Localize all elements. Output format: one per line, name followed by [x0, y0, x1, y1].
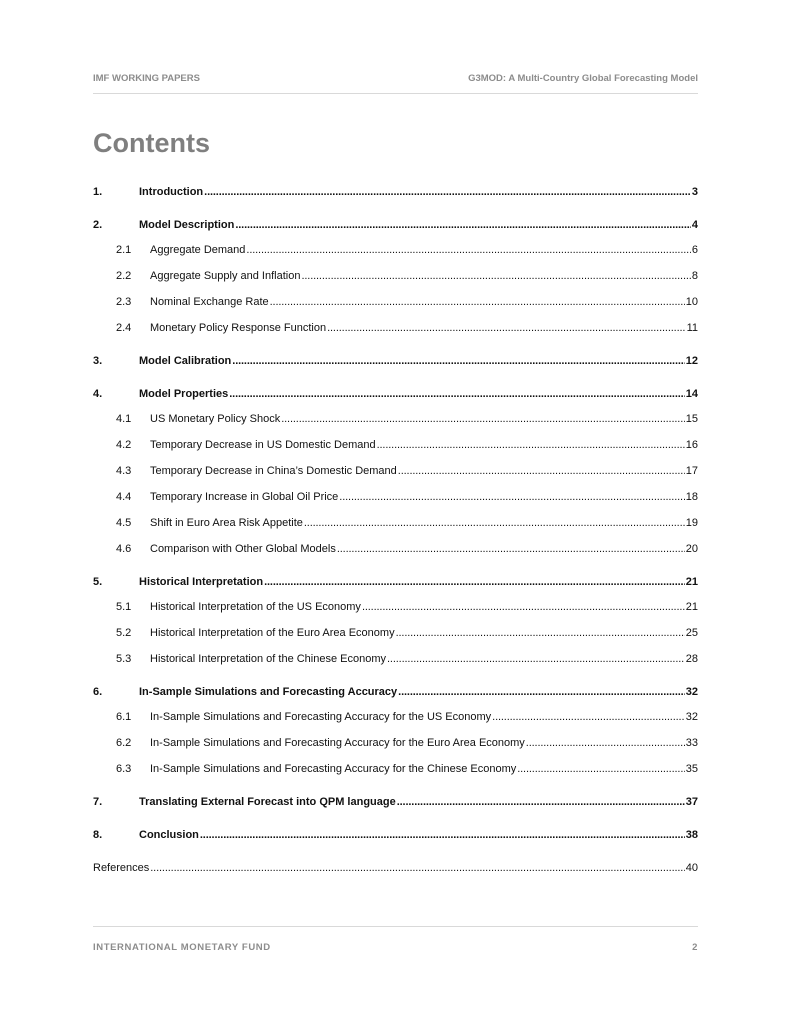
toc-entry-page: 20: [685, 543, 698, 555]
toc-subentry[interactable]: [93, 322, 698, 338]
toc-subentry[interactable]: [93, 465, 698, 481]
toc-entry-number: 4.4: [116, 491, 132, 503]
toc-entry-page: 10: [685, 296, 698, 308]
dot-leader: [377, 439, 685, 451]
dot-leader: [339, 491, 684, 503]
dot-leader: [396, 627, 685, 639]
dot-leader: [232, 355, 684, 367]
toc-entry-page: 25: [685, 627, 698, 639]
toc-entry-page: 12: [685, 355, 698, 367]
toc-entry-page: 28: [685, 653, 698, 665]
toc-entry-page: 3: [691, 186, 698, 198]
toc-entry-page: 21: [685, 601, 698, 613]
dot-leader: [492, 711, 685, 723]
toc-entry-label: In-Sample Simulations and Forecasting Accuracy for the Euro Area Economy: [150, 737, 525, 749]
dot-leader: [337, 543, 685, 555]
toc-entry-label: Temporary Decrease in US Domestic Demand: [150, 439, 376, 451]
toc-entry-label: In-Sample Simulations and Forecasting Accuracy for the Chinese Economy: [150, 763, 517, 775]
toc-entry-page: 17: [685, 465, 698, 477]
page-title: Contents: [93, 128, 210, 158]
toc-entry-number: 5.3: [116, 653, 132, 665]
toc-entry-number: 4.3: [116, 465, 132, 477]
footer-publisher: INTERNATIONAL MONETARY FUND: [93, 942, 271, 953]
toc-entry-page: 19: [685, 517, 698, 529]
toc-entry-label: Model Description: [139, 219, 235, 231]
toc-entry-number: 2.3: [116, 296, 132, 308]
toc-entry-number: 2.1: [116, 244, 132, 256]
toc-subentry[interactable]: [93, 763, 698, 779]
toc-entry-number: 6.: [93, 686, 103, 698]
dot-leader: [398, 686, 685, 698]
toc-entry-number: 5.2: [116, 627, 132, 639]
toc-subentry[interactable]: [93, 517, 698, 533]
toc-subentry[interactable]: [93, 653, 698, 669]
toc-entry-number: 5.1: [116, 601, 132, 613]
toc-entry-label: Historical Interpretation of the Chinese Economy: [150, 653, 387, 665]
toc-entry[interactable]: [93, 862, 698, 878]
toc-entry-label: Historical Interpretation of the Euro Area Economy: [150, 627, 395, 639]
dot-leader: [270, 296, 685, 308]
toc-entry-label: Conclusion: [139, 829, 199, 841]
toc-entry-page: 15: [685, 413, 698, 425]
toc-entry-label: Temporary Decrease in China’s Domestic Demand: [150, 465, 397, 477]
toc-entry-label: Temporary Increase in Global Oil Price: [150, 491, 339, 503]
toc-entry-number: 2.: [93, 219, 103, 231]
toc-entry-number: 4.2: [116, 439, 132, 451]
header-series-title: IMF WORKING PAPERS: [93, 73, 200, 84]
toc-entry-label: References: [93, 862, 150, 874]
toc-entry-page: 18: [685, 491, 698, 503]
toc-entry-label: Shift in Euro Area Risk Appetite: [150, 517, 303, 529]
dot-leader: [281, 413, 685, 425]
dot-leader: [229, 388, 685, 400]
toc-subentry[interactable]: [93, 244, 698, 260]
toc-entry-page: 6: [691, 244, 698, 256]
dot-leader: [235, 219, 691, 231]
dot-leader: [327, 322, 685, 334]
toc-entry-page: 35: [685, 763, 698, 775]
toc-entry-page: 16: [685, 439, 698, 451]
toc-entry-number: 6.3: [116, 763, 132, 775]
toc-entry-page: 38: [685, 829, 698, 841]
dot-leader: [304, 517, 685, 529]
toc-entry-page: 21: [685, 576, 698, 588]
toc-entry-label: Aggregate Supply and Inflation: [150, 270, 301, 282]
toc-entry-label: Introduction: [139, 186, 204, 198]
running-header: [93, 73, 698, 94]
toc-entry[interactable]: [93, 219, 698, 235]
dot-leader: [150, 862, 684, 874]
toc-entry-label: Historical Interpretation of the US Economy: [150, 601, 361, 613]
toc-entry-number: 4.5: [116, 517, 132, 529]
dot-leader: [397, 796, 685, 808]
running-footer: [93, 926, 698, 953]
dot-leader: [301, 270, 690, 282]
dot-leader: [517, 763, 685, 775]
dot-leader: [362, 601, 685, 613]
toc-entry-number: 3.: [93, 355, 103, 367]
toc-subentry[interactable]: [93, 737, 698, 753]
toc-entry-number: 8.: [93, 829, 103, 841]
toc-entry-page: 32: [685, 686, 698, 698]
toc-entry-number: 7.: [93, 796, 103, 808]
toc-entry-number: 2.4: [116, 322, 132, 334]
toc-entry[interactable]: [93, 388, 698, 404]
toc-entry-label: In-Sample Simulations and Forecasting Accuracy: [139, 686, 398, 698]
dot-leader: [398, 465, 685, 477]
toc-entry[interactable]: [93, 186, 698, 202]
toc-entry[interactable]: [93, 829, 698, 845]
toc-subentry[interactable]: [93, 627, 698, 643]
toc-entry-page: 11: [686, 322, 698, 334]
toc-entry-page: 32: [685, 711, 698, 723]
toc-entry[interactable]: [93, 796, 698, 812]
toc-entry-number: 2.2: [116, 270, 132, 282]
dot-leader: [526, 737, 685, 749]
dot-leader: [204, 186, 691, 198]
toc-entry-number: 4.6: [116, 543, 132, 555]
toc-entry-label: Model Properties: [139, 388, 229, 400]
toc-entry-page: 4: [691, 219, 698, 231]
dot-leader: [264, 576, 685, 588]
toc-entry-label: Monetary Policy Response Function: [150, 322, 327, 334]
toc-entry-label: Translating External Forecast into QPM language: [139, 796, 396, 808]
toc-entry-number: 1.: [93, 186, 103, 198]
toc-subentry[interactable]: [93, 491, 698, 507]
page-number: 2: [692, 942, 698, 953]
toc-subentry[interactable]: [93, 413, 698, 429]
toc-entry[interactable]: [93, 355, 698, 371]
toc-entry[interactable]: [93, 576, 698, 592]
toc-entry-page: 8: [691, 270, 698, 282]
toc-subentry[interactable]: [93, 270, 698, 286]
toc-entry-page: 14: [685, 388, 698, 400]
toc-entry-page: 37: [685, 796, 698, 808]
dot-leader: [246, 244, 690, 256]
toc-entry-label: In-Sample Simulations and Forecasting Accuracy for the US Economy: [150, 711, 492, 723]
toc-subentry[interactable]: [93, 543, 698, 559]
toc-subentry[interactable]: [93, 439, 698, 455]
toc-subentry[interactable]: [93, 296, 698, 312]
toc-entry-label: US Monetary Policy Shock: [150, 413, 281, 425]
toc-entry-label: Nominal Exchange Rate: [150, 296, 269, 308]
dot-leader: [387, 653, 685, 665]
toc-entry-label: Comparison with Other Global Models: [150, 543, 336, 555]
toc-subentry[interactable]: [93, 601, 698, 617]
toc-entry-number: 6.2: [116, 737, 132, 749]
toc-subentry[interactable]: [93, 711, 698, 727]
toc-entry-number: 5.: [93, 576, 103, 588]
dot-leader: [200, 829, 685, 841]
toc-entry-number: 6.1: [116, 711, 132, 723]
toc-entry-label: Aggregate Demand: [150, 244, 246, 256]
toc-entry-number: 4.1: [116, 413, 132, 425]
toc-entry-page: 33: [685, 737, 698, 749]
header-paper-title: G3MOD: A Multi-Country Global Forecasting Model: [468, 73, 698, 84]
toc-entry-page: 40: [685, 862, 698, 874]
toc-entry[interactable]: [93, 686, 698, 702]
toc-entry-number: 4.: [93, 388, 103, 400]
toc-entry-label: Historical Interpretation: [139, 576, 264, 588]
toc-entry-label: Model Calibration: [139, 355, 232, 367]
